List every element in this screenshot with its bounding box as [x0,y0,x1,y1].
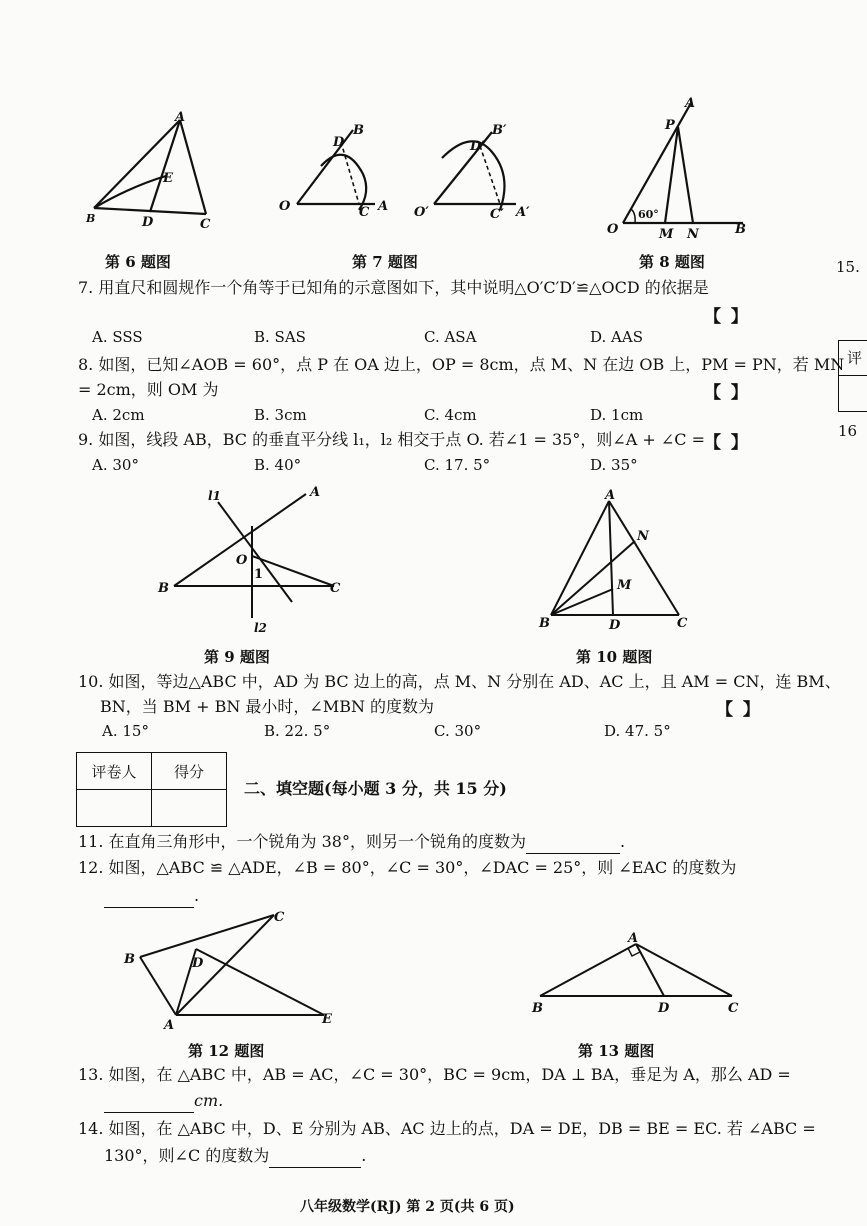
fig8-label-p: P [665,118,675,133]
q10-option-c[interactable]: C. 30° [434,722,482,740]
fig7-label-a: A [378,199,389,214]
fig13-label-a: A [628,931,639,946]
fig10-label-n: N [637,529,649,544]
q9-option-a[interactable]: A. 30° [92,456,139,474]
fig8-caption: 第 8 题图 [639,253,705,271]
fig8-label-n: N [687,227,699,242]
fig12-label-a: A [164,1018,175,1033]
fig12-caption: 第 12 题图 [188,1042,265,1060]
fig8-label-a: A [685,96,696,111]
q7-stem: 7. 用直尺和圆规作一个角等于已知角的示意图如下，其中说明△O′C′D′≌△OCD 的依据是 [78,278,709,297]
fig10-label-d: D [609,618,621,633]
q12-period: . [194,886,200,905]
fig8-label-o: O [607,222,619,237]
figure-13 [528,928,748,1018]
margin-item-16: 16 [838,422,858,440]
q10-option-a[interactable]: A. 15° [102,722,149,740]
q11-line [78,830,625,854]
q13-unit: cm. [194,1091,224,1110]
fig12-label-e: E [322,1012,332,1027]
q10-option-d[interactable]: D. 47. 5° [604,722,671,740]
q7-option-a[interactable]: A. SSS [92,328,143,346]
fig8-label-m: M [659,227,674,242]
q8-option-a[interactable]: A. 2cm [92,406,145,424]
q10-answer-bracket[interactable]: 【 】 [716,700,762,720]
fig10-label-b: B [539,616,550,631]
q14-stem-line2: 130°，则∠C 的度数为 [104,1146,270,1165]
figure-9 [150,480,360,640]
margin-item-ping: 评 [839,341,867,376]
q14-answer-blank[interactable] [269,1151,361,1168]
fig12-label-d: D [192,956,204,971]
figure-6 [82,108,232,233]
figure-7-copy [412,118,552,223]
q7-answer-bracket[interactable]: 【 】 [704,307,750,327]
fig9-caption: 第 9 题图 [204,648,270,666]
q12-stem: 12. 如图，△ABC ≌ △ADE，∠B = 80°，∠C = 30°，∠DAC = 25°，则 ∠EAC 的度数为 [78,858,737,877]
fig7-caption: 第 7 题图 [352,253,418,271]
grader-field[interactable] [77,790,152,827]
fig10-caption: 第 10 题图 [576,648,653,666]
fig7-label-c: C [359,205,370,220]
fig9-label-1: 1 [254,567,264,582]
fig8-label-60: 60° [638,208,659,221]
q11-period: . [619,832,626,851]
q11-stem: 11. 在直角三角形中，一个锐角为 38°，则另一个锐角的度数为 [78,832,526,851]
fig13-label-b: B [532,1001,543,1016]
score-table-grader-header: 评卷人 [77,753,152,790]
figure-10 [535,485,705,635]
fig13-caption: 第 13 题图 [578,1042,655,1060]
q8-option-c[interactable]: C. 4cm [424,406,477,424]
fig10-label-a: A [605,488,616,503]
fig7-label-a-prime: A′ [516,205,530,220]
fig7-label-b: B [353,123,364,138]
q9-option-b[interactable]: B. 40° [254,456,302,474]
fig7-label-o: O [279,199,291,214]
fig13-label-c: C [728,1001,739,1016]
score-table [76,752,227,827]
margin-item-15: 15. [836,258,860,276]
q11-answer-blank[interactable] [526,837,620,854]
fig9-label-b: B [158,581,169,596]
q10-stem-line2: BN，当 BM + BN 最小时，∠MBN 的度数为 [100,697,435,716]
fig7-label-b-prime: B′ [492,123,507,138]
fig9-label-o: O [236,553,248,568]
fig9-label-l1: l1 [208,489,221,503]
q9-answer-bracket[interactable]: 【 】 [704,433,750,453]
q14-stem-line2-wrap [104,1144,366,1168]
q9-option-d[interactable]: D. 35° [590,456,638,474]
q7-option-c[interactable]: C. ASA [424,328,477,346]
fig6-label-a: A [175,110,186,125]
fig8-label-b: B [735,222,746,237]
fig6-label-c: C [200,217,211,232]
q7-option-b[interactable]: B. SAS [254,328,306,346]
score-field[interactable] [152,790,227,827]
q13-answer-blank[interactable] [104,1096,194,1113]
figure-12 [118,905,348,1035]
fig7-label-o-prime: O′ [414,205,429,220]
fig7-label-d: D [333,135,345,150]
fig12-label-c: C [274,910,285,925]
fig7-label-c-prime: C′ [490,207,504,222]
q9-option-c[interactable]: C. 17. 5° [424,456,491,474]
q13-stem: 13. 如图，在 △ABC 中，AB = AC，∠C = 30°，BC = 9cm，DA ⊥ BA，垂足为 A，那么 AD = [78,1065,791,1084]
q8-option-d[interactable]: D. 1cm [590,406,644,424]
fig12-label-b: B [124,952,135,967]
fig6-label-b: B [86,212,96,225]
q9-stem: 9. 如图，线段 AB，BC 的垂直平分线 l₁，l₂ 相交于点 O. 若∠1 = 35°，则∠A + ∠C = [78,430,706,449]
page-footer: 八年级数学(RJ) 第 2 页(共 6 页) [300,1199,515,1215]
score-table-score-header: 得分 [152,753,227,790]
q14-period: . [361,1146,367,1165]
fig7-label-d-prime: D′ [470,139,485,154]
figure-8 [605,95,755,240]
q7-option-d[interactable]: D. AAS [590,328,643,346]
margin-score-box [838,340,867,412]
fig6-label-e: E [163,171,173,186]
q8-stem-line1: 8. 如图，已知∠AOB = 60°，点 P 在 OA 边上，OP = 8cm，点 M、N 在边 OB 上，PM = PN，若 MN [78,355,845,374]
fig6-caption: 第 6 题图 [105,253,171,271]
fig10-label-m: M [617,578,632,593]
q10-stem-line1: 10. 如图，等边△ABC 中，AD 为 BC 边上的高，点 M、N 分别在 AD、AC 上，且 AM = CN，连 BM、 [78,672,841,691]
q10-option-b[interactable]: B. 22. 5° [264,722,331,740]
q8-stem-line2: = 2cm，则 OM 为 [78,380,219,399]
fig9-label-l2: l2 [254,621,267,635]
q8-option-b[interactable]: B. 3cm [254,406,307,424]
fig9-label-c: C [330,581,341,596]
figure-7 [275,118,400,223]
fig13-label-d: D [658,1001,670,1016]
section2-title: 二、填空题(每小题 3 分，共 15 分) [244,779,507,798]
q14-stem-line1: 14. 如图，在 △ABC 中，D、E 分别为 AB、AC 边上的点，DA = DE，DB = BE = EC. 若 ∠ABC = [78,1119,816,1138]
fig9-label-a: A [310,485,321,500]
fig10-label-c: C [677,616,688,631]
q8-answer-bracket[interactable]: 【 】 [704,383,750,403]
q13-answer-line [104,1089,223,1113]
fig6-label-d: D [142,215,154,230]
